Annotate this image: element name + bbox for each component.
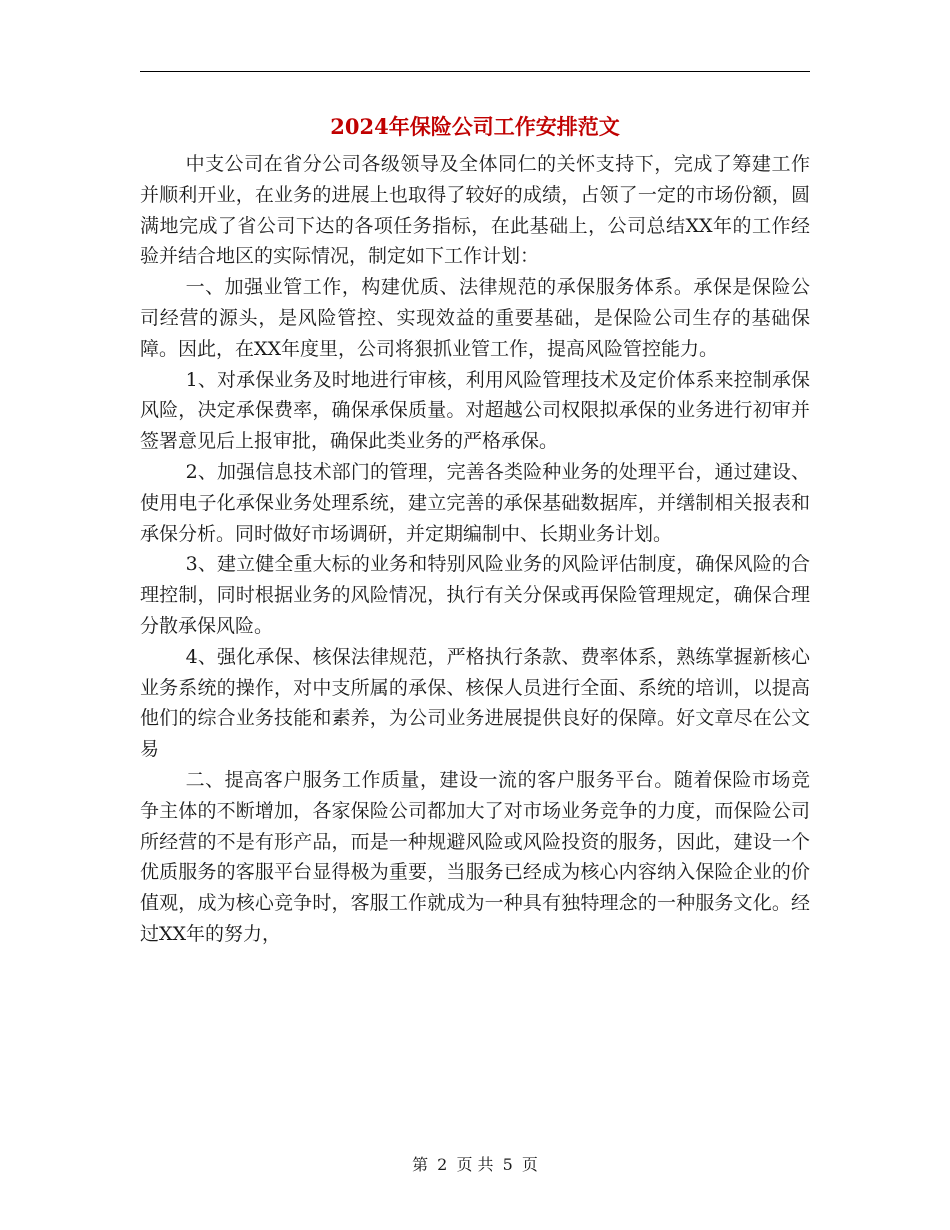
footer-prefix: 第 (412, 1155, 429, 1174)
paragraph-section-2: 二、提高客户服务工作质量，建设一流的客户服务平台。随着保险市场竞争主体的不断增加，各家保险公司都加大了对市场业务竞争的力度，而保险公司所经营的不是有形产品，而是一种规避风险或风险投资的服务，因此，建设一个优质服务的客服平台显得极为重要，当服务已经成为核心内容纳入保险企业的价值观，成为核心竞争时，客服工作就成为一种具有独特理念的一种服务文化。经过XX年的努力， (140, 768, 810, 945)
paragraph-intro: 中支公司在省分公司各级领导及全体同仁的关怀支持下，完成了筹建工作并顺利开业，在业务的进展上也取得了较好的成绩，占领了一定的市场份额，圆满地完成了省公司下达的各项任务指标，在此基础上，公司总结XX年的工作经验并结合地区的实际情况，制定如下工作计划： (140, 153, 810, 268)
document-title: 2024年保险公司工作安排范文 (330, 114, 620, 139)
header-rule (140, 71, 810, 72)
paragraph-item-4: 4、强化承保、核保法律规范，严格执行条款、费率体系，熟练掌握新核心业务系统的操作，对中支所属的承保、核保人员进行全面、系统的培训，以提高他们的综合业务技能和素养，为公司业务进展提供良好的保障。好文章尽在公文易 (140, 645, 810, 761)
document-body (140, 149, 810, 950)
footer-current-page: 2 (437, 1155, 448, 1174)
page-footer (0, 1152, 950, 1175)
paragraph-item-3: 3、建立健全重大标的业务和特别风险业务的风险评估制度，确保风险的合理控制，同时根据业务的风险情况，执行有关分保或再保险管理规定，确保合理分散承保风险。 (140, 553, 810, 637)
paragraph-item-2: 2、加强信息技术部门的管理，完善各类险种业务的处理平台，通过建设、使用电子化承保业务处理系统，建立完善的承保基础数据库，并缮制相关报表和承保分析。同时做好市场调研，并定期编制中、长期业务计划。 (140, 460, 810, 545)
footer-total-pages: 5 (502, 1155, 513, 1174)
paragraph-item-1: 1、对承保业务及时地进行审核，利用风险管理技术及定价体系来控制承保风险，决定承保费率，确保承保质量。对超越公司权限拟承保的业务进行初审并签署意见后上报审批，确保此类业务的严格承保。 (140, 368, 810, 453)
footer-suffix: 页 (521, 1155, 538, 1174)
paragraph-section-1: 一、加强业管工作，构建优质、法律规范的承保服务体系。承保是保险公司经营的源头，是风险管控、实现效益的重要基础，是保险公司生存的基础保障。因此，在XX年度里，公司将狠抓业管工作，提高风险管控能力。 (140, 276, 810, 360)
footer-middle: 页 共 (456, 1155, 494, 1174)
